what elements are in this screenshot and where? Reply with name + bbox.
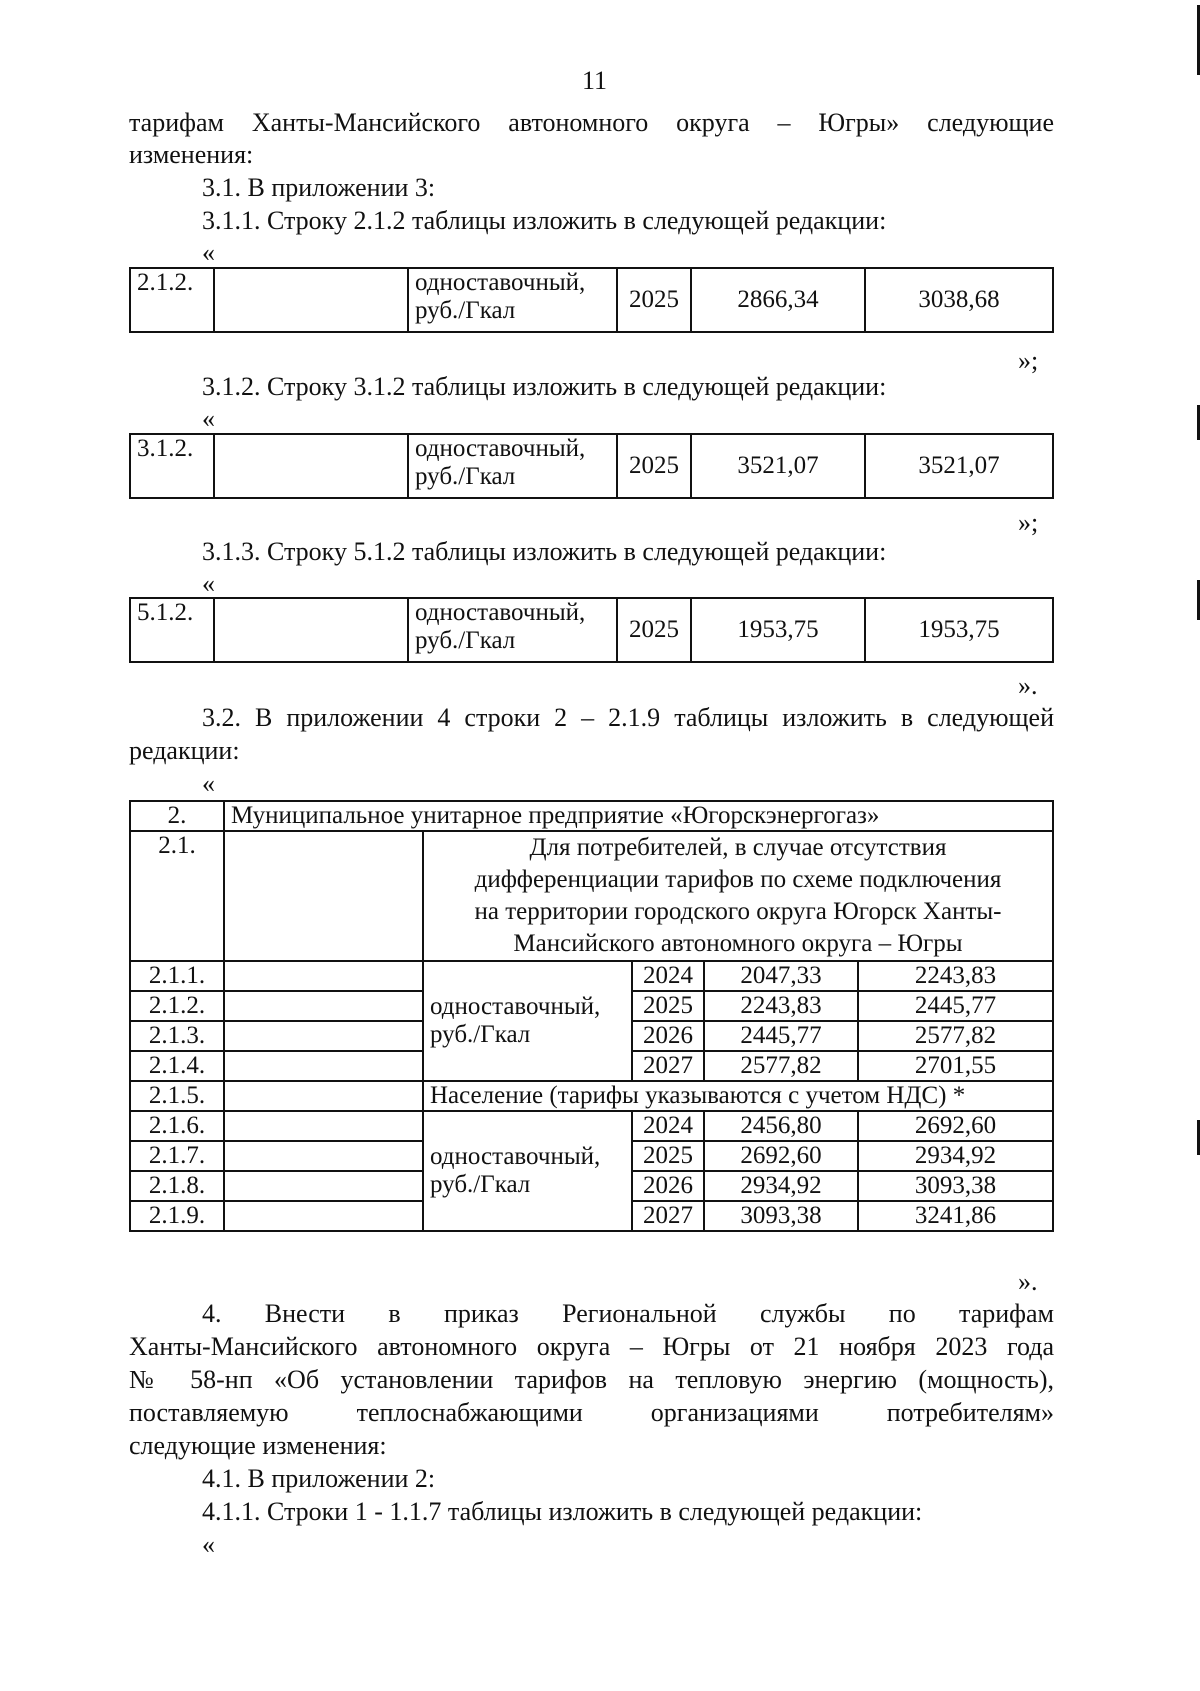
row-num: 2.1.1. xyxy=(130,961,224,991)
row-type: одноставочный, руб./Гкал xyxy=(408,268,617,332)
row-num: 2.1.9. xyxy=(130,1201,224,1231)
row-empty-cell xyxy=(224,1021,423,1051)
row-value-1: 2456,80 xyxy=(704,1111,858,1141)
row-table-3-1-2 xyxy=(129,433,1054,499)
row-num: 2.1.8. xyxy=(130,1171,224,1201)
row-year: 2025 xyxy=(617,268,691,332)
row-value-1: 2692,60 xyxy=(704,1141,858,1171)
row-value-2: 2934,92 xyxy=(858,1141,1053,1171)
row-num: 2.1.4. xyxy=(130,1051,224,1081)
org-num: 2. xyxy=(130,801,224,831)
row-value-1: 2934,92 xyxy=(704,1171,858,1201)
row-value-1: 2577,82 xyxy=(704,1051,858,1081)
section-3-1: 3.1. В приложении 3: xyxy=(202,173,436,202)
row-value-2: 2445,77 xyxy=(858,991,1053,1021)
group-empty-cell xyxy=(224,831,423,961)
row-year: 2026 xyxy=(632,1171,704,1201)
row-value-2: 2577,82 xyxy=(858,1021,1053,1051)
row-value-1: 2047,33 xyxy=(704,961,858,991)
page-number: 11 xyxy=(582,66,608,95)
row-num: 2.1.6. xyxy=(130,1111,224,1141)
row-empty-cell xyxy=(224,1081,423,1111)
population-num: 2.1.5. xyxy=(130,1081,224,1111)
intro-line-1: тарифам Ханты-Мансийского автономного округа – Югры» следующие xyxy=(129,108,1054,137)
row-year: 2024 xyxy=(632,1111,704,1141)
row-table-5-1-2 xyxy=(129,597,1054,663)
row-value-1: 3521,07 xyxy=(691,434,865,498)
row-value-2: 1953,75 xyxy=(865,598,1053,662)
row-value-2: 3521,07 xyxy=(865,434,1053,498)
row-empty-cell xyxy=(214,598,408,662)
type-cell: одноставочный, руб./Гкал xyxy=(423,961,632,1081)
row-year: 2025 xyxy=(632,1141,704,1171)
section-3-1-2: 3.1.2. Строку 3.1.2 таблицы изложить в следующей редакции: xyxy=(202,372,887,401)
section-3-1-3: 3.1.3. Строку 5.1.2 таблицы изложить в следующей редакции: xyxy=(202,537,887,566)
quote-open: « xyxy=(202,569,215,598)
row-value-2: 3241,86 xyxy=(858,1201,1053,1231)
row-year: 2027 xyxy=(632,1201,704,1231)
row-num: 2.1.2. xyxy=(130,991,224,1021)
section-4-line-2: Ханты-Мансийского автономного округа – Югры от 21 ноября 2023 года xyxy=(129,1332,1054,1361)
row-value-1: 2243,83 xyxy=(704,991,858,1021)
row-year: 2025 xyxy=(632,991,704,1021)
row-value-2: 2701,55 xyxy=(858,1051,1053,1081)
population-label: Население (тарифы указываются с учетом НДС) * xyxy=(423,1081,1053,1111)
row-type: одноставочный, руб./Гкал xyxy=(408,598,617,662)
section-3-2-line-2: редакции: xyxy=(129,736,240,765)
group-description: Для потребителей, в случае отсутствия дифференциации тарифов по схеме подключения на территории городского округа Югорск Ханты- Мансийского автономного округа – Югры xyxy=(423,831,1053,961)
row-year: 2025 xyxy=(617,434,691,498)
quote-close: ». xyxy=(1018,1267,1038,1296)
org-name: Муниципальное унитарное предприятие «Югорскэнергогаз» xyxy=(224,801,1053,831)
row-num: 2.1.7. xyxy=(130,1141,224,1171)
quote-open: « xyxy=(202,769,215,798)
section-4-line-4: поставляемую теплоснабжающими организациями потребителям» xyxy=(129,1398,1054,1427)
quote-open: « xyxy=(202,1530,215,1559)
row-empty-cell xyxy=(214,268,408,332)
section-4-line-1: 4. Внести в приказ Региональной службы по тарифам xyxy=(202,1299,1054,1328)
row-empty-cell xyxy=(214,434,408,498)
row-empty-cell xyxy=(224,1051,423,1081)
row-num: 2.1.2. xyxy=(130,268,214,332)
row-num: 2.1.3. xyxy=(130,1021,224,1051)
row-table-2-1-2 xyxy=(129,267,1054,333)
section-4-line-5: следующие изменения: xyxy=(129,1431,387,1460)
row-value-1: 3093,38 xyxy=(704,1201,858,1231)
section-3-2-line-1: 3.2. В приложении 4 строки 2 – 2.1.9 таблицы изложить в следующей xyxy=(202,703,1054,732)
row-empty-cell xyxy=(224,1141,423,1171)
row-empty-cell xyxy=(224,961,423,991)
row-value-1: 2445,77 xyxy=(704,1021,858,1051)
row-num: 3.1.2. xyxy=(130,434,214,498)
row-value-1: 2866,34 xyxy=(691,268,865,332)
row-value-2: 3038,68 xyxy=(865,268,1053,332)
row-type: одноставочный, руб./Гкал xyxy=(408,434,617,498)
section-4-line-3: № 58-нп «Об установлении тарифов на тепловую энергию (мощность), xyxy=(129,1365,1054,1394)
row-value-2: 3093,38 xyxy=(858,1171,1053,1201)
section-4-1-1: 4.1.1. Строки 1 - 1.1.7 таблицы изложить в следующей редакции: xyxy=(202,1497,923,1526)
row-value-1: 1953,75 xyxy=(691,598,865,662)
quote-open: « xyxy=(202,404,215,433)
quote-close: »; xyxy=(1018,346,1039,375)
row-empty-cell xyxy=(224,1201,423,1231)
section-4-1: 4.1. В приложении 2: xyxy=(202,1464,436,1493)
row-year: 2024 xyxy=(632,961,704,991)
row-empty-cell xyxy=(224,1111,423,1141)
row-empty-cell xyxy=(224,991,423,1021)
intro-line-2: изменения: xyxy=(129,140,254,169)
row-value-2: 2692,60 xyxy=(858,1111,1053,1141)
section-3-1-1: 3.1.1. Строку 2.1.2 таблицы изложить в следующей редакции: xyxy=(202,206,887,235)
row-year: 2025 xyxy=(617,598,691,662)
quote-close: ». xyxy=(1018,671,1038,700)
tariff-table-appendix-4 xyxy=(129,800,1054,1232)
group-num: 2.1. xyxy=(130,831,224,961)
row-year: 2027 xyxy=(632,1051,704,1081)
row-year: 2026 xyxy=(632,1021,704,1051)
row-empty-cell xyxy=(224,1171,423,1201)
quote-close: »; xyxy=(1018,508,1039,537)
type-cell: одноставочный, руб./Гкал xyxy=(423,1111,632,1231)
row-num: 5.1.2. xyxy=(130,598,214,662)
row-value-2: 2243,83 xyxy=(858,961,1053,991)
quote-open: « xyxy=(202,238,215,267)
